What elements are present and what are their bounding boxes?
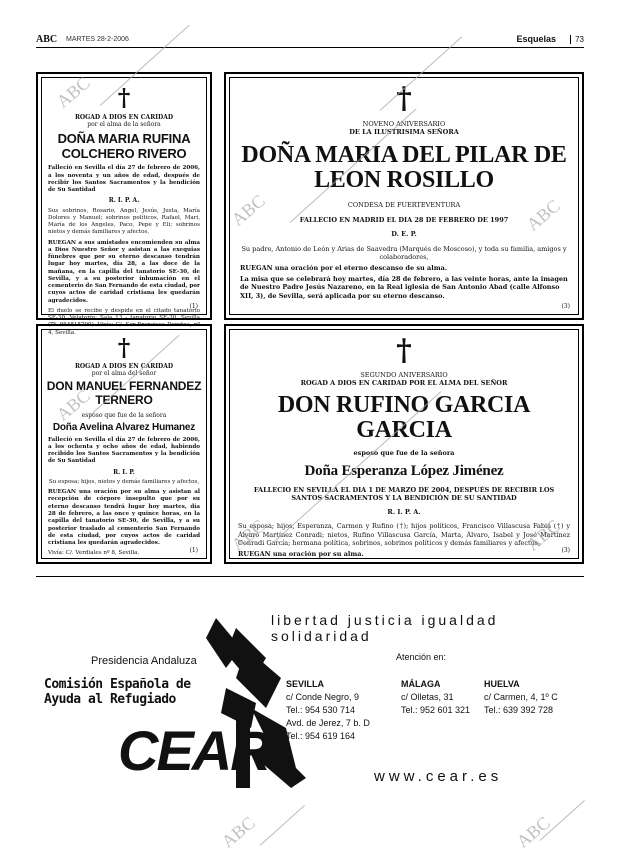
card-intro-2: por el alma del señor	[91, 370, 157, 378]
deceased-name: DON RUFINO GARCIA GARCIA	[277, 391, 531, 444]
rip-text: R. I. P. A.	[387, 507, 421, 516]
office-line: c/ Olletas, 31	[401, 692, 454, 703]
ruegan-text: RUEGAN una oración por el eterno descanso de su alma.	[240, 264, 448, 273]
office-line: Tel.: 954 619 164	[286, 731, 356, 742]
death-notice: FALLECIO EN SEVILLA EL DIA 1 DE MARZO DE 2004, DESPUÉS DE RECIBIR LOS SANTOS SACRAMENTOS Y LA BENDICIÓN DE SU SANTIDAD	[253, 485, 555, 503]
ruegan-text: RUEGAN una oración por su alma y asistan al recepción de córpore insepulto que por su eterno descanso tendrá lugar hoy martes, día 28 de febrero, a las once y quince horas, en la capilla del tanatorio SE-30, de Sevilla, y a su posterior traslado al cementerio San Fernando de esta ciudad, por cuyos actos de caridad cristiana les quedarán agradecidos.	[48, 489, 200, 547]
death-notice: FALLECIO EN MADRID EL DIA 28 DE FEBRERO DE 1997	[299, 215, 509, 224]
card-intro: SEGUNDO ANIVERSARIO	[360, 371, 448, 379]
family-text: Su esposa; hijos, Esperanza, Carmen y Rufino (†); hijos políticos, Francisco Villascusa Fabiá (†) y Álvaro Martínez Conradi; nietos, Rufino Villascusa García, Marta, Álvaro, Isabel y José Martínez Conradi García; hermana política, sobrinos, sobrinos políticos y demás familiares y afectos,	[238, 522, 570, 548]
rip-text: R. I. P.	[113, 468, 135, 476]
ruegan-text: RUEGAN una oración por su alma.	[238, 549, 364, 558]
ad-comision-line-1: Comisión Española de	[44, 677, 191, 692]
rip-text: D. E. P.	[391, 230, 417, 239]
rip-text: R. I. P. A.	[108, 197, 140, 205]
office-line: Tel.: 952 601 321	[401, 705, 471, 716]
deceased-name: DOÑA MARIA RUFINA COLCHERO RIVERO	[57, 131, 191, 162]
ad-cear-logo-text: CEAR	[118, 719, 269, 782]
newspaper-brand: ABC	[36, 34, 58, 45]
obituary-card-4	[224, 324, 584, 564]
section-divider	[36, 576, 584, 577]
esposo-text: esposo que fue de la señora	[353, 449, 455, 458]
spouse-name: Doña Esperanza López Jiménez	[304, 462, 504, 479]
watermark: ABC	[217, 812, 259, 852]
watermark: ABC	[52, 385, 94, 425]
obituary-card-1	[36, 72, 212, 336]
watermark: ABC	[52, 72, 94, 112]
ad-number: (1)	[189, 303, 198, 310]
noble-title: CONDESA DE FUERTEVENTURA	[347, 201, 461, 210]
ad-atencion: Atención en:	[396, 652, 447, 662]
card-intro-2: DE LA ILUSTRISIMA SEÑORA	[349, 128, 459, 137]
ruegan-text: RUEGAN a sus amistades encomienden su alma a Dios Nuestro Señor y asistan a las exequias fúnebres que por su eterno descanso tendrán lugar hoy martes, día 28, a las doce de la mañana, en la capilla del tanatorio SE-30, de Sevilla, y a su posterior inhumación en el cementerio de San Fernando de esta ciudad, por cuyos actos de caridad cristiana les quedarán agradecidos.	[48, 239, 200, 304]
deceased-name: DON MANUEL FERNANDEZ TERNERO	[46, 379, 202, 408]
deceased-name: DOÑA MARIA DEL PILAR DE LEON ROSILLO	[241, 141, 567, 194]
card-intro: NOVENO ANIVERSARIO	[362, 120, 446, 128]
office-huelva	[484, 678, 558, 717]
obituary-card-3	[36, 324, 212, 564]
obituary-card-2	[224, 72, 584, 320]
watermark: ABC	[227, 190, 269, 230]
death-notice: Falleció en Sevilla el día 27 de febrero de 2006, a los ochenta y ocho años de edad, habiendo recibido los Santos Sacramentos y la bendición de Su Santidad	[48, 436, 200, 465]
cross-icon: †	[396, 333, 412, 368]
notes-text: Vivía: C/. Verdiales nº 8, Sevilla.	[48, 550, 140, 557]
watermark: ABC	[522, 515, 564, 555]
ad-number: (3)	[561, 303, 570, 310]
card-intro-2: por el alma de la señora	[87, 121, 161, 129]
watermark: ABC	[522, 195, 564, 235]
spouse-name: Doña Avelina Alvarez Humanez	[52, 422, 196, 434]
cross-icon: †	[117, 333, 131, 362]
cear-advertisement	[36, 600, 584, 810]
office-malaga	[401, 678, 470, 717]
card-intro: ROGAD A DIOS EN CARIDAD	[74, 363, 174, 370]
family-text: Sus sobrinos, Rosario, Angel, Jesús, Justa, María Dolores y Manuel; sobrinos políticos, Rafael, Mari, María de los Angeles, Paco, Pepe y Eli; sobrinos nietos y demás familiares y afectos,	[48, 207, 200, 236]
notes-text: El duelo se recibe y despide en el citado tanatorio SE-30. Velatorio: Sala 13 - tanatorio SE-30, Sevilla (Tf. 954815700). Vivía: C/. Sor Francisca Dorotea, nº 4, Sevilla.	[48, 307, 200, 336]
ad-number: (3)	[561, 547, 570, 554]
office-city: SEVILLA	[286, 679, 325, 689]
card-intro-2: ROGAD A DIOS EN CARIDAD POR EL ALMA DEL SEÑOR	[300, 379, 508, 388]
watermark-line	[260, 805, 305, 846]
cross-icon: †	[117, 83, 131, 112]
ad-website-link[interactable]: www.cear.es	[374, 768, 503, 785]
family-text: Su esposa; hijos, nietos y demás familiares y afectos,	[48, 478, 200, 485]
watermark: ABC	[227, 515, 269, 555]
watermark: ABC	[512, 812, 554, 852]
card-intro: ROGAD A DIOS EN CARIDAD	[74, 114, 174, 121]
misa-text: La misa que se celebrará hoy martes, día 28 de febrero, a las veinte horas, ante la imagen de Nuestro Padre Jesús Nazareno, en la Real iglesia de San Antonio Abad (calle Alfonso XII, 3), de Sevilla, será aplicada por su eterno descanso.	[240, 274, 568, 300]
cross-icon: †	[396, 81, 412, 116]
ad-presidencia: Presidencia Andaluza	[91, 655, 197, 667]
office-sevilla	[286, 678, 370, 743]
office-line: Tel.: 954 530 714	[286, 705, 356, 716]
ad-number: (1)	[189, 547, 198, 554]
page-header	[36, 34, 584, 48]
office-city: HUELVA	[484, 679, 520, 689]
ad-comision-line-2: Ayuda al Refugiado	[44, 691, 176, 707]
office-line: Tel.: 639 392 728	[484, 705, 554, 716]
office-line: Avd. de Jerez, 7 b. D	[286, 718, 370, 729]
family-text: Su padre, Antonio de León y Arias de Saavedra (Marqués de Moscoso), y toda su familia, amigos y colaboradores,	[241, 244, 567, 261]
death-notice: Falleció en Sevilla el día 27 de febrero de 2006, a los noventa y un años de edad, después de recibir los Santos Sacramentos y la bendición de Su Santidad	[48, 165, 200, 194]
office-city: MÁLAGA	[401, 679, 441, 689]
office-line: c/ Carmen, 4, 1º C	[484, 692, 558, 703]
issue-date: MARTES 28-2-2006	[66, 36, 129, 43]
section-title: Esquelas	[516, 34, 556, 44]
ad-motto: libertad justicia igualdad solidaridad	[271, 612, 499, 644]
office-line: c/ Conde Negro, 9	[286, 692, 360, 703]
esposo-text: esposo que fue de la señora	[81, 411, 167, 419]
ad-comision	[44, 678, 191, 708]
page-number: 73	[570, 35, 584, 44]
